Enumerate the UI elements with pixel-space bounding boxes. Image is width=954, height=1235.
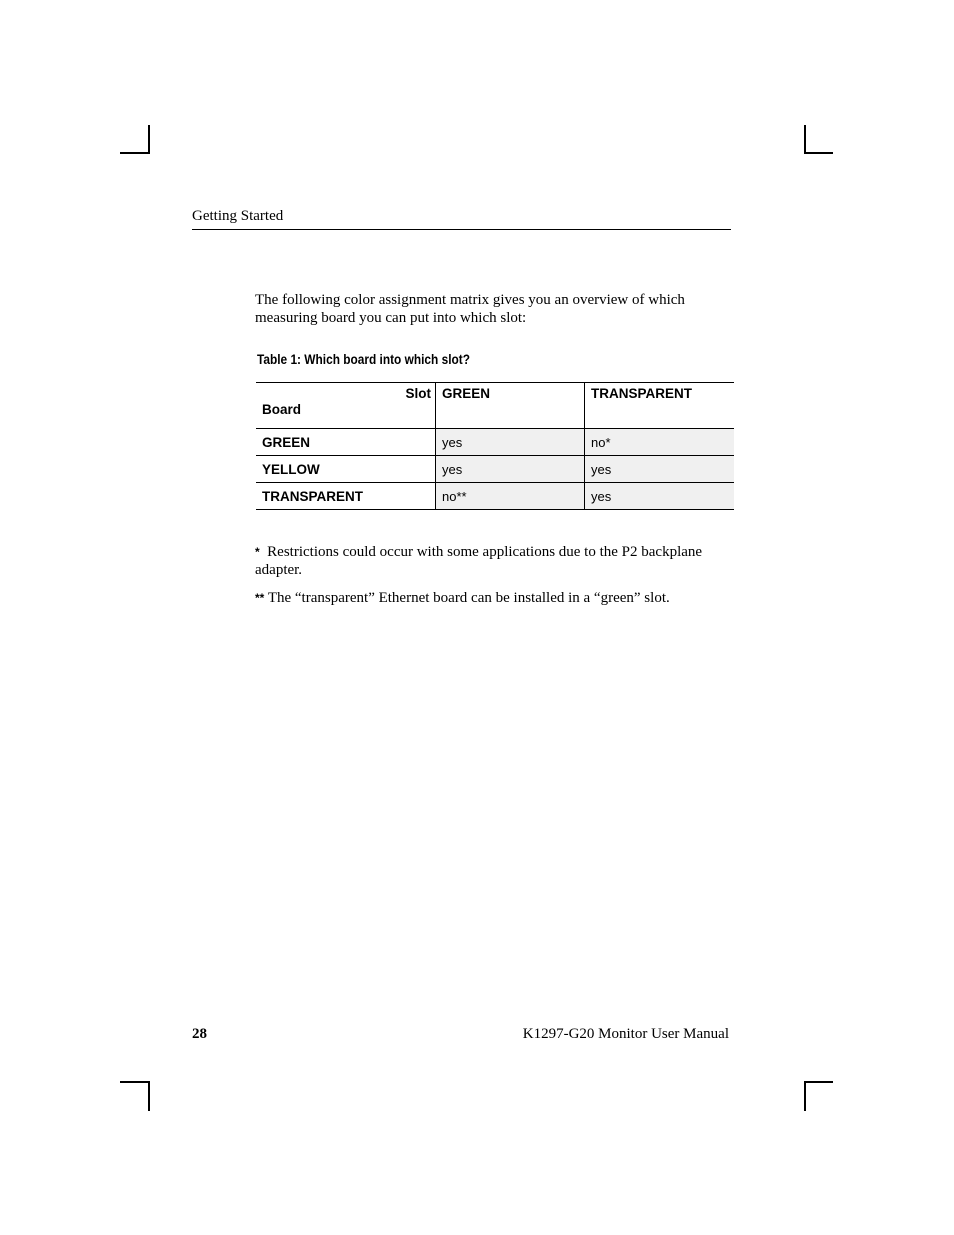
- slot-axis-label: Slot: [405, 386, 431, 401]
- crop-mark-bottom-right-vertical: [804, 1081, 806, 1111]
- cell-green-slot: yes: [436, 429, 585, 456]
- table-row: [256, 456, 734, 483]
- page-number: 28: [192, 1026, 207, 1042]
- footnote-mark: **: [255, 591, 265, 605]
- crop-mark-top-left-vertical: [148, 125, 150, 154]
- color-assignment-table: [256, 382, 734, 510]
- column-header-transparent: TRANSPARENT: [585, 383, 735, 429]
- running-header: Getting Started: [192, 207, 731, 230]
- table-caption: Table 1: Which board into which slot?: [257, 352, 470, 367]
- cell-green-slot: no**: [436, 483, 585, 510]
- cell-green-slot: yes: [436, 456, 585, 483]
- crop-mark-bottom-right-horizontal: [804, 1081, 833, 1083]
- cell-transparent-slot: yes: [585, 483, 735, 510]
- table-row: [256, 483, 734, 510]
- table-header-row: [256, 383, 734, 429]
- cell-transparent-slot: yes: [585, 456, 735, 483]
- crop-mark-top-right-vertical: [804, 125, 806, 154]
- row-header-board: TRANSPARENT: [256, 483, 436, 510]
- crop-mark-top-left-horizontal: [120, 152, 150, 154]
- row-header-board: GREEN: [256, 429, 436, 456]
- column-header-green: GREEN: [436, 383, 585, 429]
- row-header-board: YELLOW: [256, 456, 436, 483]
- board-axis-label: Board: [262, 402, 302, 417]
- table-row: [256, 429, 734, 456]
- footnote-text: Restrictions could occur with some applications due to the P2 backplane adapter.: [255, 544, 703, 578]
- crop-mark-bottom-left-vertical: [148, 1081, 150, 1111]
- footnote-double-asterisk: [255, 589, 733, 607]
- footnote-single-asterisk: [255, 543, 733, 579]
- crop-mark-bottom-left-horizontal: [120, 1081, 150, 1083]
- intro-paragraph: The following color assignment matrix gives you an overview of which measuring board you can put into which slot:: [255, 292, 685, 326]
- manual-title: K1297-G20 Monitor User Manual: [522, 1026, 729, 1042]
- cell-transparent-slot: no*: [585, 429, 735, 456]
- footnote-text: The “transparent” Ethernet board can be installed in a “green” slot.: [267, 590, 670, 606]
- crop-mark-top-right-horizontal: [804, 152, 833, 154]
- footnote-mark: *: [255, 545, 260, 559]
- table-corner-cell: [256, 383, 436, 429]
